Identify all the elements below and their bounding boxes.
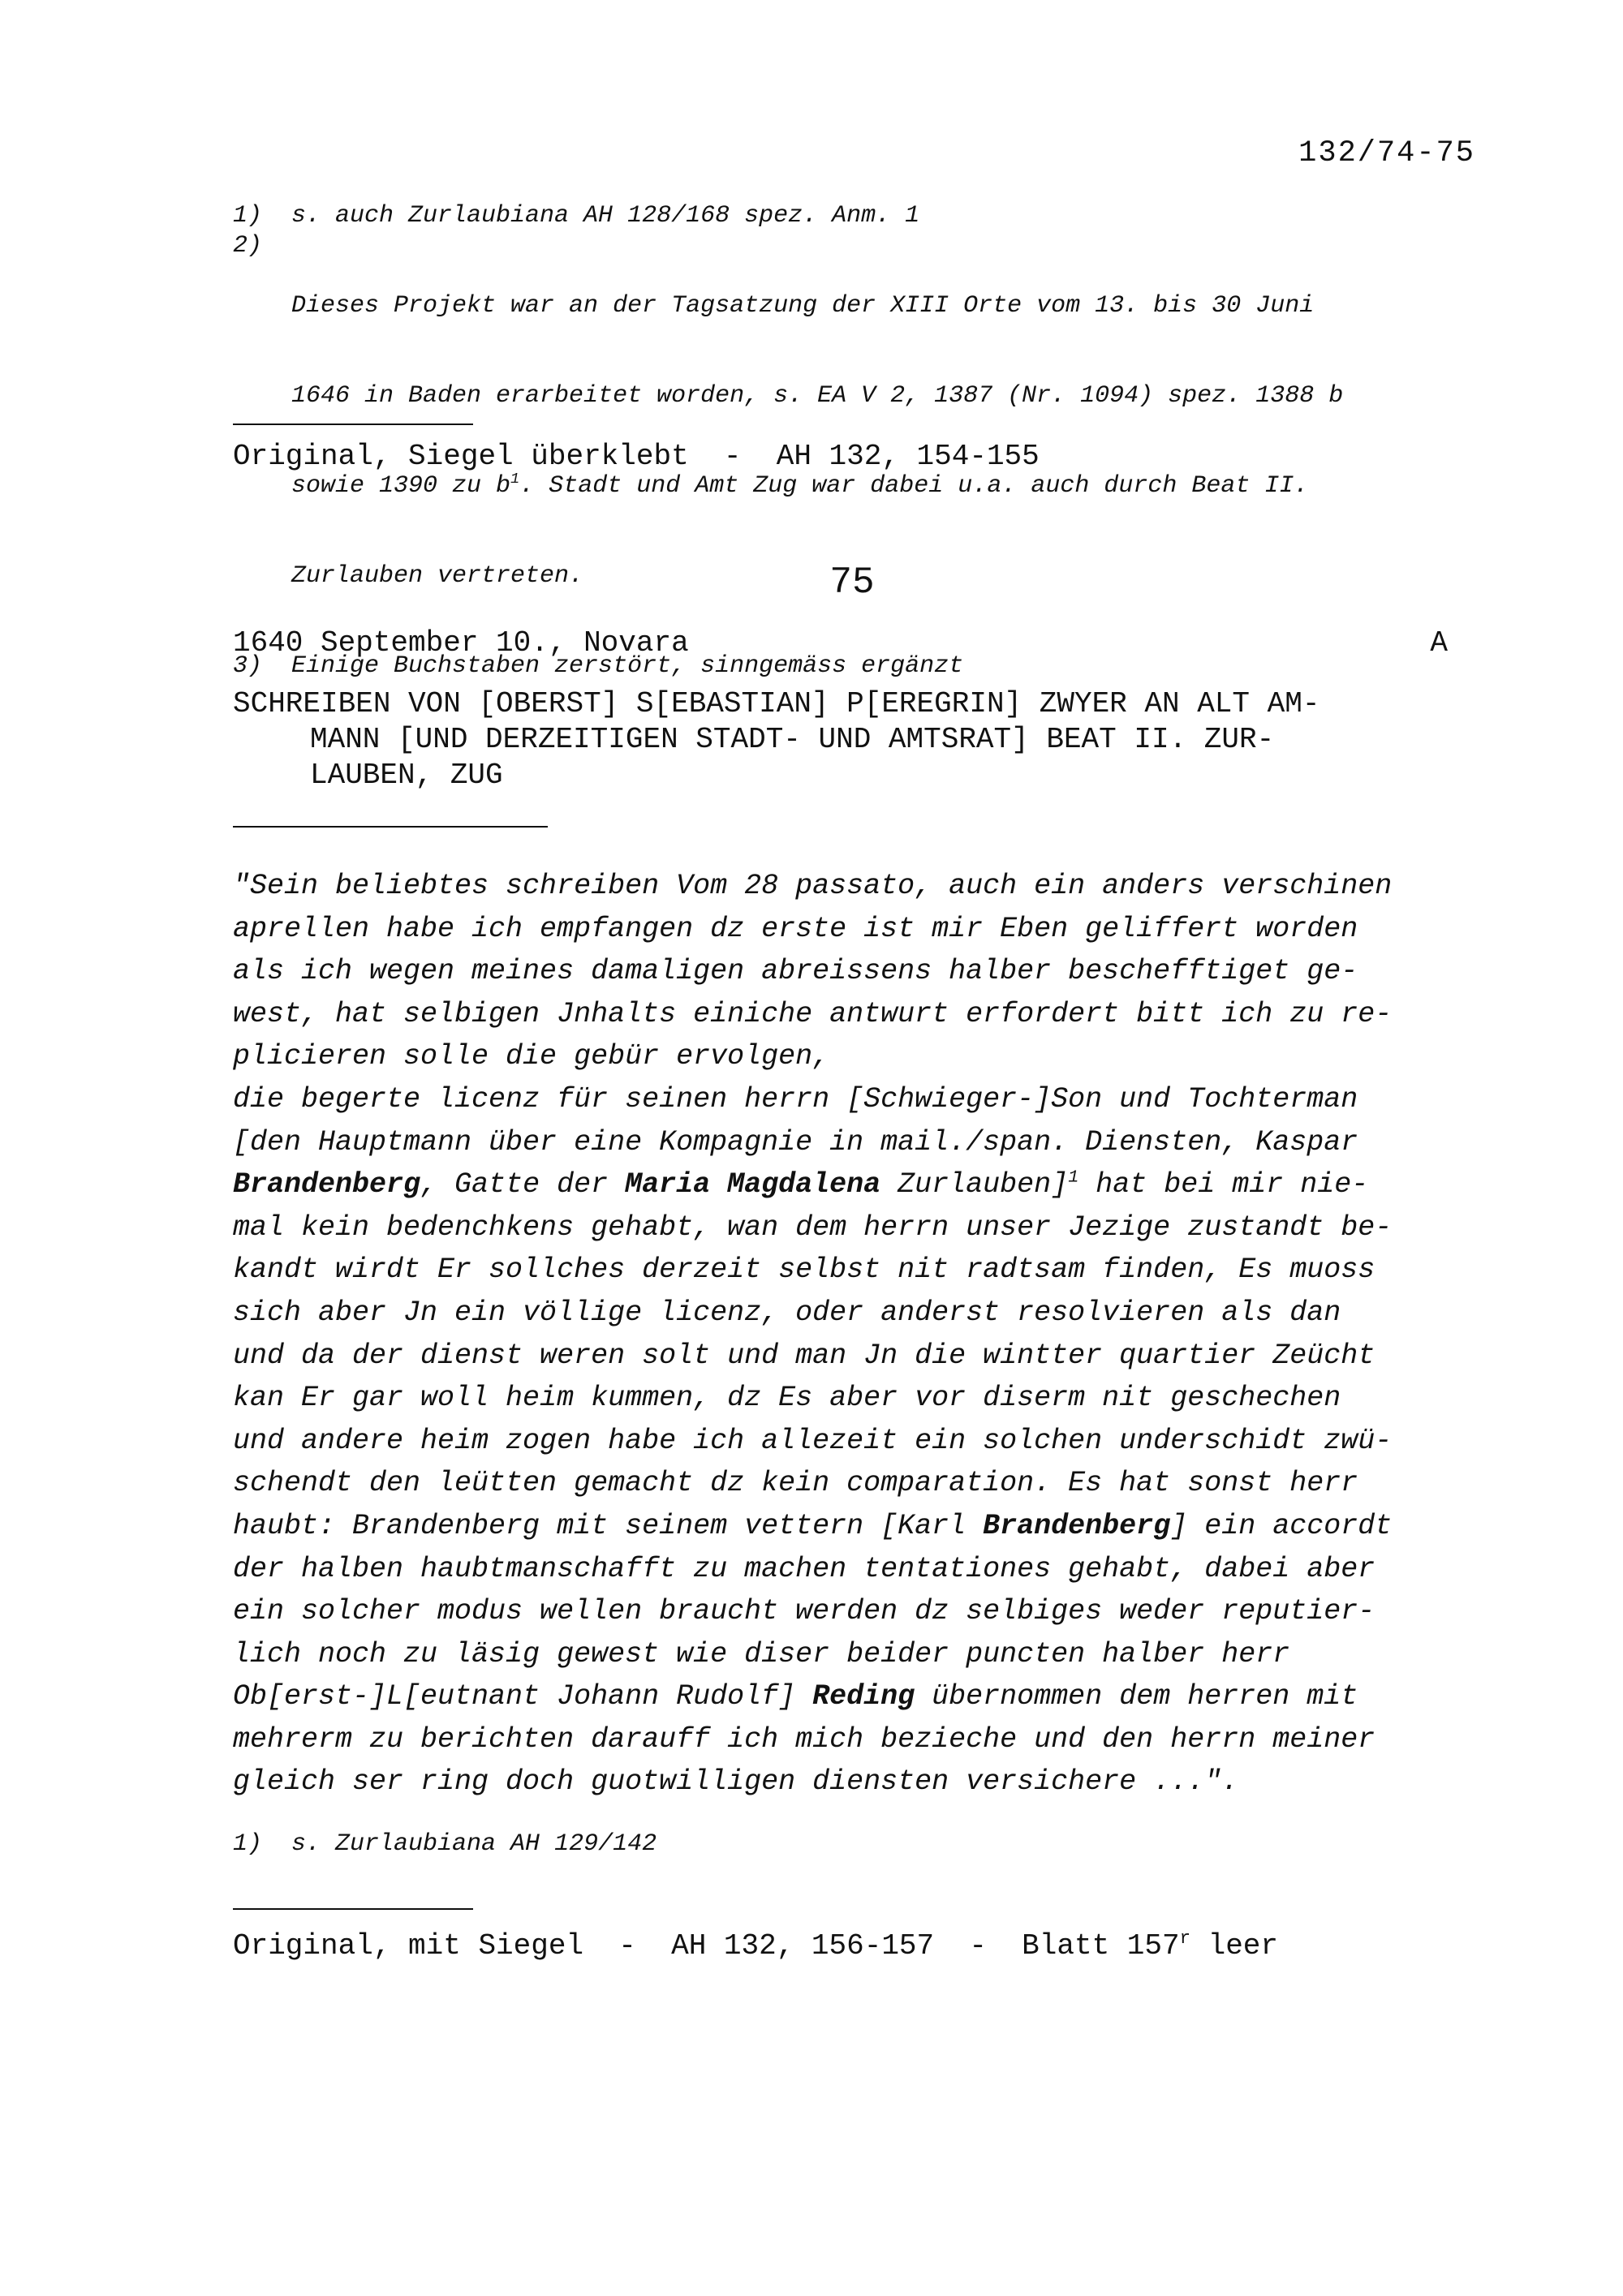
source-note-top: Original, Siegel überklebt - AH 132, 154-155: [233, 440, 1040, 473]
document-number: 75: [829, 561, 875, 604]
text-line: kan Er gar woll heim kummen, dz Es aber vor diserm nit geschechen: [233, 1382, 1341, 1415]
text-line: mal kein bedenchkens gehabt, wan dem herrn unser Jezige zustandt be-: [233, 1210, 1393, 1244]
heading-line: LAUBEN, ZUG: [310, 759, 503, 792]
person-name: Brandenberg: [233, 1168, 421, 1202]
footnote-line-part: . Stadt und Amt Zug war dabei u.a. auch durch Beat II.: [519, 472, 1309, 500]
text-line: lich noch zu läsig gewest wie diser beider puncten halber herr: [233, 1637, 1290, 1670]
page-number: 132/74-75: [1298, 136, 1475, 170]
person-name: Maria Magdalena: [625, 1168, 881, 1202]
text-line: aprellen habe ich empfangen dz erste ist mir Eben geliffert worden: [233, 912, 1358, 945]
text-line: [den Hauptmann über eine Kompagnie in mail./span. Diensten, Kaspar: [233, 1125, 1358, 1159]
superscript: r: [1179, 1928, 1190, 1949]
text-line: der halben haubtmanschafft zu machen tentationes gehabt, dabei aber: [233, 1552, 1375, 1585]
footnote-line-part: sowie 1390 zu b: [291, 472, 511, 500]
source-text: leer: [1190, 1929, 1279, 1963]
source-text: Original, mit Siegel - AH 132, 156-157 - Blatt 157: [233, 1929, 1180, 1963]
text-part: hat bei mir nie-: [1078, 1168, 1369, 1202]
text-line: gleich ser ring doch guotwilligen diensten versichere ...".: [233, 1765, 1239, 1799]
text-part: übernommen dem herren mit: [915, 1680, 1358, 1713]
footnote-number: 3): [233, 652, 263, 680]
text-part: Zurlauben]: [880, 1168, 1069, 1202]
text-part: haubt: Brandenberg mit seinem vettern [Karl: [233, 1509, 984, 1542]
document-heading: [233, 686, 1499, 793]
separator-rule: [233, 424, 473, 425]
letter-text: [233, 865, 1499, 1804]
text-part: Ob[erst-]L[eutnant Johann Rudolf]: [233, 1680, 813, 1713]
text-line: west, hat selbigen Jnhalts einiche antwurt erfordert bitt ich zu re-: [233, 997, 1393, 1030]
text-line: plicieren solle die gebür ervolgen,: [233, 1040, 830, 1073]
source-note-bottom: [233, 1929, 1278, 1963]
text-line: als ich wegen meines damaligen abreissens halber beschefftiget ge-: [233, 955, 1358, 988]
separator-rule: [233, 826, 548, 828]
text-part: ] ein accordt: [1170, 1509, 1393, 1542]
footnote-line: 1646 in Baden erarbeitet worden, s. EA V 2, 1387 (Nr. 1094) spez. 1388 b: [291, 382, 1344, 410]
person-name: Reding: [812, 1680, 915, 1713]
footnote-number: 1): [233, 202, 263, 230]
footnote-number: 2): [233, 232, 263, 260]
text-line: sich aber Jn ein völlige licenz, oder anderst resolvieren als dan: [233, 1296, 1341, 1329]
heading-line: SCHREIBEN VON [OBERST] S[EBASTIAN] P[EREGRIN] ZWYER AN ALT AM-: [233, 687, 1320, 720]
separator-rule: [233, 1908, 473, 1910]
footnote-text: Einige Buchstaben zerstört, sinngemäss ergänzt: [291, 652, 964, 680]
text-line: und andere heim zogen habe ich allezeit ein solchen underschidt zwü-: [233, 1424, 1393, 1457]
footnote-text: s. auch Zurlaubiana AH 128/168 spez. Anm. 1: [291, 202, 920, 230]
footnote-ref: 1: [1068, 1167, 1079, 1188]
text-line: [233, 1675, 1499, 1718]
footnote-line: [291, 471, 1499, 501]
text-line: [233, 1163, 1499, 1206]
text-line: [233, 1505, 1499, 1548]
text-line: die begerte licenz für seinen herrn [Schwieger-]Son und Tochterman: [233, 1082, 1358, 1116]
footnote-bottom: 1) s. Zurlaubiana AH 129/142: [233, 1830, 657, 1858]
text-line: ein solcher modus wellen braucht werden dz selbiges weder reputier-: [233, 1595, 1375, 1628]
date-place: 1640 September 10., Novara: [233, 626, 689, 660]
footnote-1: [233, 201, 1499, 231]
text-line: und da der dienst weren solt und man Jn die wintter quartier Zeücht: [233, 1339, 1375, 1372]
text-line: "Sein beliebtes schreiben Vom 28 passato, auch ein anders verschinen: [233, 870, 1393, 902]
footnote-line: Zurlauben vertreten.: [291, 562, 584, 590]
heading-line: MANN [UND DERZEITIGEN STADT- UND AMTSRAT] BEAT II. ZUR-: [310, 723, 1275, 756]
text-line: schendt den leütten gemacht dz kein comparation. Es hat sonst herr: [233, 1467, 1358, 1500]
text-part: , Gatte der: [420, 1168, 626, 1202]
text-line: mehrerm zu berichten darauff ich mich bezieche und den herrn meiner: [233, 1722, 1375, 1756]
superscript: 1: [510, 471, 520, 488]
person-name: Brandenberg: [983, 1509, 1171, 1542]
footnote-line: Dieses Projekt war an der Tagsatzung der XIII Orte vom 13. bis 30 Juni: [291, 292, 1315, 320]
document-type-letter: A: [1430, 626, 1448, 660]
text-line: kandt wirdt Er sollches derzeit selbst nit radtsam finden, Es muoss: [233, 1253, 1375, 1287]
